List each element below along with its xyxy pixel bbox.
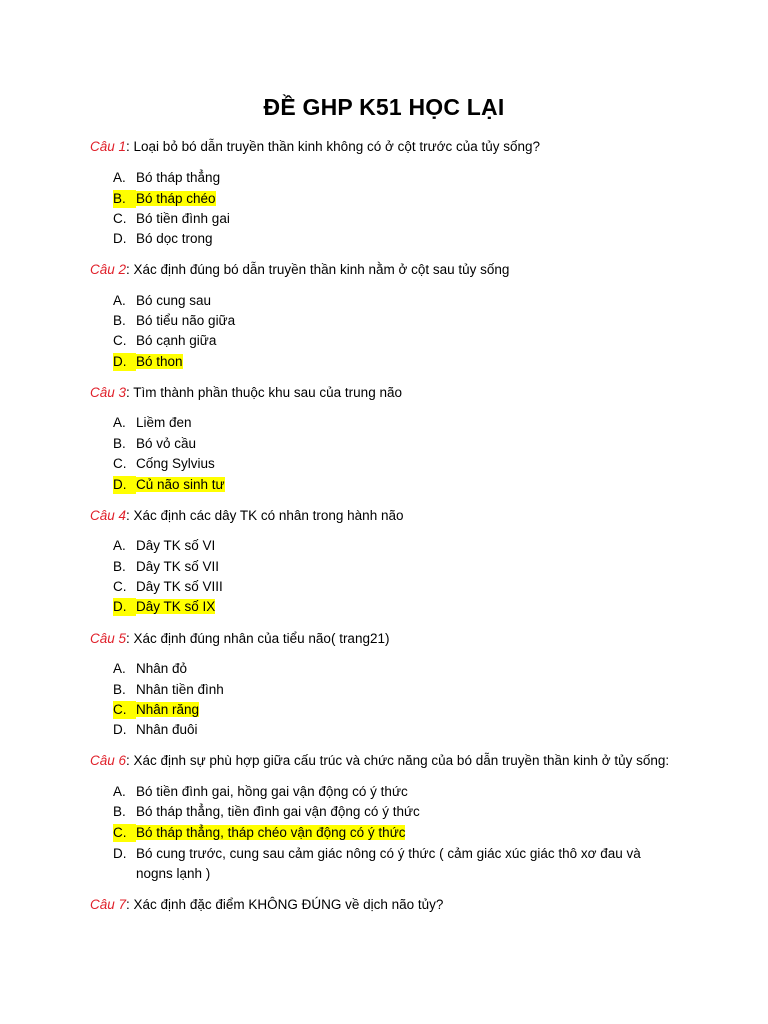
option-text: Củ não sinh tư <box>136 477 225 492</box>
option-6c <box>113 824 405 842</box>
question-text: : Xác định đặc điểm KHÔNG ĐÚNG về dịch não tủy? <box>126 897 444 912</box>
option-text: Bó tháp thẳng <box>136 170 221 185</box>
question-label: Câu 4 <box>90 508 127 523</box>
question-5 <box>90 630 389 648</box>
option-text: Nhân tiền đình <box>136 682 224 697</box>
option-letter: D. <box>113 353 136 371</box>
option-text: Cống Sylvius <box>136 456 215 471</box>
option-letter: A. <box>113 661 126 676</box>
option-text: Bó tháp chéo <box>136 191 216 206</box>
option-text: Bó cung trước, cung sau cảm giác nông có ý thức ( cảm giác xúc giác thô xơ đau và nogns lạnh ) <box>136 846 641 881</box>
option-2a <box>113 292 211 310</box>
option-6b <box>113 803 420 821</box>
option-letter: B. <box>113 313 126 328</box>
option-text: Liềm đen <box>136 415 192 430</box>
question-2 <box>90 261 509 279</box>
option-letter: C. <box>113 824 136 842</box>
option-text: Dây TK số VI <box>136 538 216 553</box>
option-letter: C. <box>113 701 136 719</box>
question-7 <box>90 896 443 914</box>
option-6d <box>113 844 683 884</box>
option-text: Bó tiểu não giữa <box>136 313 236 328</box>
option-letter: A. <box>113 293 126 308</box>
option-text: Dây TK số VIII <box>136 579 223 594</box>
option-letter: D. <box>113 722 127 737</box>
option-text: Bó thon <box>136 354 183 369</box>
option-letter: B. <box>113 682 126 697</box>
option-letter: A. <box>113 784 126 799</box>
option-letter: D. <box>113 476 136 494</box>
option-letter: C. <box>113 579 127 594</box>
option-5b <box>113 681 224 699</box>
question-text: : Xác định các dây TK có nhân trong hành não <box>126 508 404 523</box>
question-label: Câu 7 <box>90 897 127 912</box>
option-text: Bó tiền đình gai <box>136 211 230 226</box>
option-text: Bó vỏ cầu <box>136 436 197 451</box>
option-text: Dây TK số VII <box>136 559 220 574</box>
option-text: Bó tháp thẳng, tiền đình gai vận động có ý thức <box>136 804 420 819</box>
question-label: Câu 3 <box>90 385 127 400</box>
option-letter: C. <box>113 211 127 226</box>
question-label: Câu 1 <box>90 139 127 154</box>
option-4d <box>113 598 215 616</box>
option-letter: A. <box>113 538 126 553</box>
question-text: : Loại bỏ bó dẫn truyền thần kinh không có ở cột trước của tủy sống? <box>126 139 541 154</box>
option-text: Bó cung sau <box>136 293 212 308</box>
option-4b <box>113 558 219 576</box>
option-3c <box>113 455 215 473</box>
option-text: Bó cạnh giữa <box>136 333 217 348</box>
question-label: Câu 6 <box>90 753 127 768</box>
option-letter: B. <box>113 190 136 208</box>
question-3 <box>90 384 402 402</box>
option-1d <box>113 230 213 248</box>
question-6 <box>90 752 669 770</box>
question-text: : Xác định đúng bó dẫn truyền thần kinh nằm ở cột sau tủy sống <box>126 262 510 277</box>
option-6a <box>113 783 408 801</box>
option-4c <box>113 578 223 596</box>
question-label: Câu 2 <box>90 262 127 277</box>
page-title: ĐỀ GHP K51 HỌC LẠI <box>263 94 505 120</box>
option-letter: D. <box>113 231 127 246</box>
option-text: Bó dọc trong <box>136 231 213 246</box>
question-1 <box>90 138 540 156</box>
option-3d <box>113 476 225 494</box>
option-3a <box>113 414 192 432</box>
option-text: Bó tháp thẳng, tháp chéo vận động có ý thức <box>136 825 406 840</box>
option-text: Bó tiền đình gai, hồng gai vận động có ý thức <box>136 784 408 799</box>
option-letter: C. <box>113 456 127 471</box>
option-letter: B. <box>113 436 126 451</box>
option-letter: B. <box>113 804 126 819</box>
option-5a <box>113 660 187 678</box>
option-5d <box>113 721 198 739</box>
option-letter: D. <box>113 846 127 861</box>
option-letter: B. <box>113 559 126 574</box>
option-3b <box>113 435 196 453</box>
option-text: Dây TK số IX <box>136 599 216 614</box>
option-letter: A. <box>113 415 126 430</box>
option-letter: C. <box>113 333 127 348</box>
option-text: Nhân răng <box>136 702 200 717</box>
question-4 <box>90 507 403 525</box>
option-2c <box>113 332 216 350</box>
question-text: : Tìm thành phần thuộc khu sau của trung não <box>126 385 402 400</box>
question-text: : Xác định đúng nhân của tiểu não( trang21) <box>126 631 390 646</box>
option-2d <box>113 353 183 371</box>
option-letter: D. <box>113 598 136 616</box>
question-label: Câu 5 <box>90 631 127 646</box>
option-text: Nhân đuôi <box>136 722 198 737</box>
option-2b <box>113 312 235 330</box>
option-4a <box>113 537 215 555</box>
option-5c <box>113 701 199 719</box>
option-letter: A. <box>113 170 126 185</box>
option-1c <box>113 210 230 228</box>
option-text: Nhân đỏ <box>136 661 188 676</box>
question-text: : Xác định sự phù hợp giữa cấu trúc và chức năng của bó dẫn truyền thần kinh ở tủy sống: <box>126 753 670 768</box>
option-1a <box>113 169 220 187</box>
option-1b <box>113 190 216 208</box>
